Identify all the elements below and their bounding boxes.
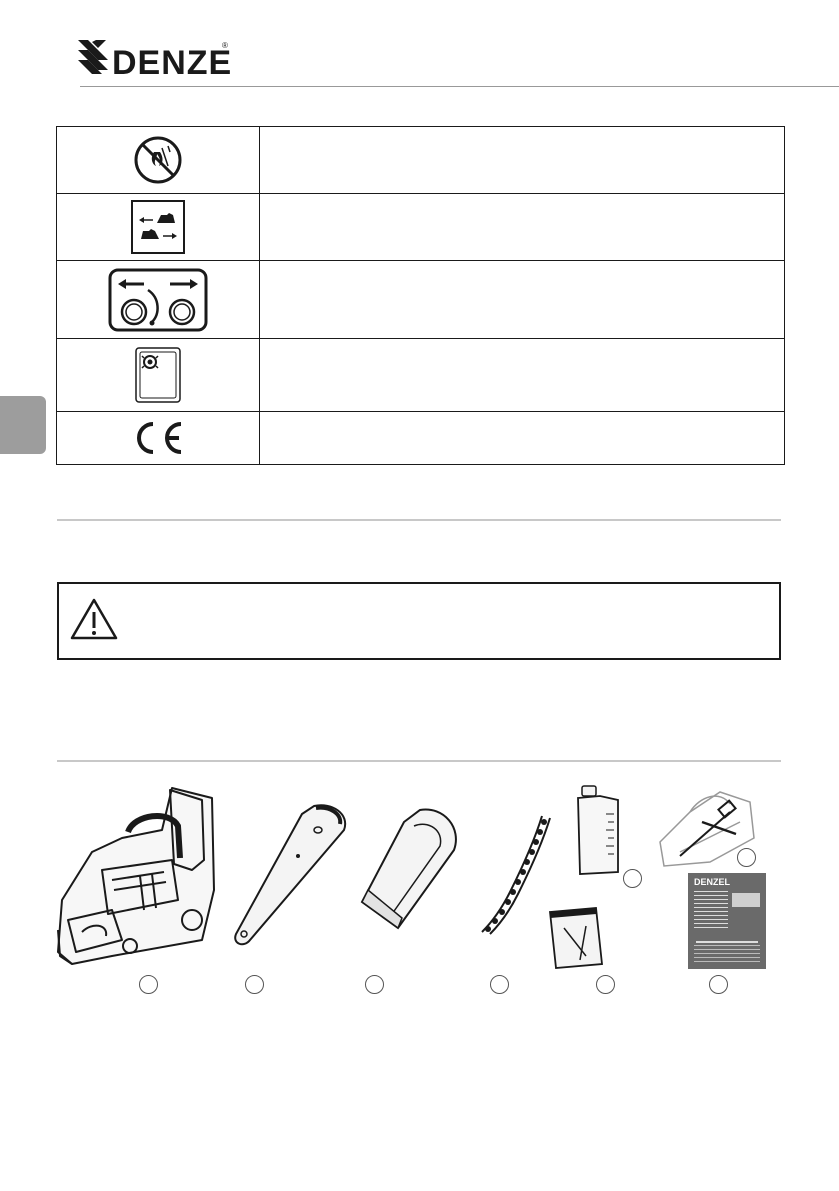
chain-direction-icon <box>131 200 185 254</box>
symbol-cell <box>57 127 260 194</box>
item-number-7 <box>596 975 615 994</box>
manual-label <box>732 893 760 907</box>
symbols-table <box>56 126 785 465</box>
symbol-cell <box>57 194 260 261</box>
item-number-8 <box>709 975 728 994</box>
bar-cover-icon <box>358 806 462 932</box>
spare-parts-bag-icon <box>546 906 606 970</box>
item-number-3 <box>365 975 384 994</box>
section-divider <box>57 519 781 521</box>
manual-booklet-icon <box>688 873 766 969</box>
brand-logo <box>78 36 230 80</box>
table-row <box>57 339 785 412</box>
item-number-6 <box>737 848 756 867</box>
brand-name: DENZE <box>112 44 230 80</box>
saw-chain-icon <box>470 812 554 936</box>
table-row <box>57 261 785 339</box>
item-number-2 <box>245 975 264 994</box>
symbol-description <box>260 261 785 339</box>
no-fire-smoking-icon <box>132 134 184 186</box>
table-row <box>57 127 785 194</box>
symbol-description <box>260 194 785 261</box>
item-number-5 <box>623 869 642 888</box>
symbol-description <box>260 127 785 194</box>
chainsaw-engine-icon <box>52 780 224 970</box>
mixing-bottle-icon <box>572 784 624 878</box>
table-row <box>57 194 785 261</box>
header-divider <box>80 86 839 87</box>
item-number-1 <box>139 975 158 994</box>
symbol-cell <box>57 339 260 412</box>
ce-mark-icon <box>129 420 187 456</box>
warning-triangle-icon <box>69 597 119 641</box>
guide-bar-icon <box>232 800 350 948</box>
manual-brand: DENZEL <box>694 877 730 887</box>
section-divider <box>57 760 781 762</box>
manual-saw-sketch <box>696 931 758 943</box>
table-row <box>57 412 785 465</box>
registered-mark: ® <box>222 41 228 50</box>
manual-footer-lines <box>694 945 760 965</box>
item-number-4 <box>490 975 509 994</box>
section-tab <box>0 396 46 454</box>
symbol-description <box>260 412 785 465</box>
warning-box <box>57 582 781 660</box>
symbol-description <box>260 339 785 412</box>
chain-brake-icon <box>108 268 208 332</box>
fuel-primer-icon <box>135 347 181 403</box>
symbol-cell <box>57 412 260 465</box>
manual-text-lines <box>694 891 728 931</box>
symbol-cell <box>57 261 260 339</box>
